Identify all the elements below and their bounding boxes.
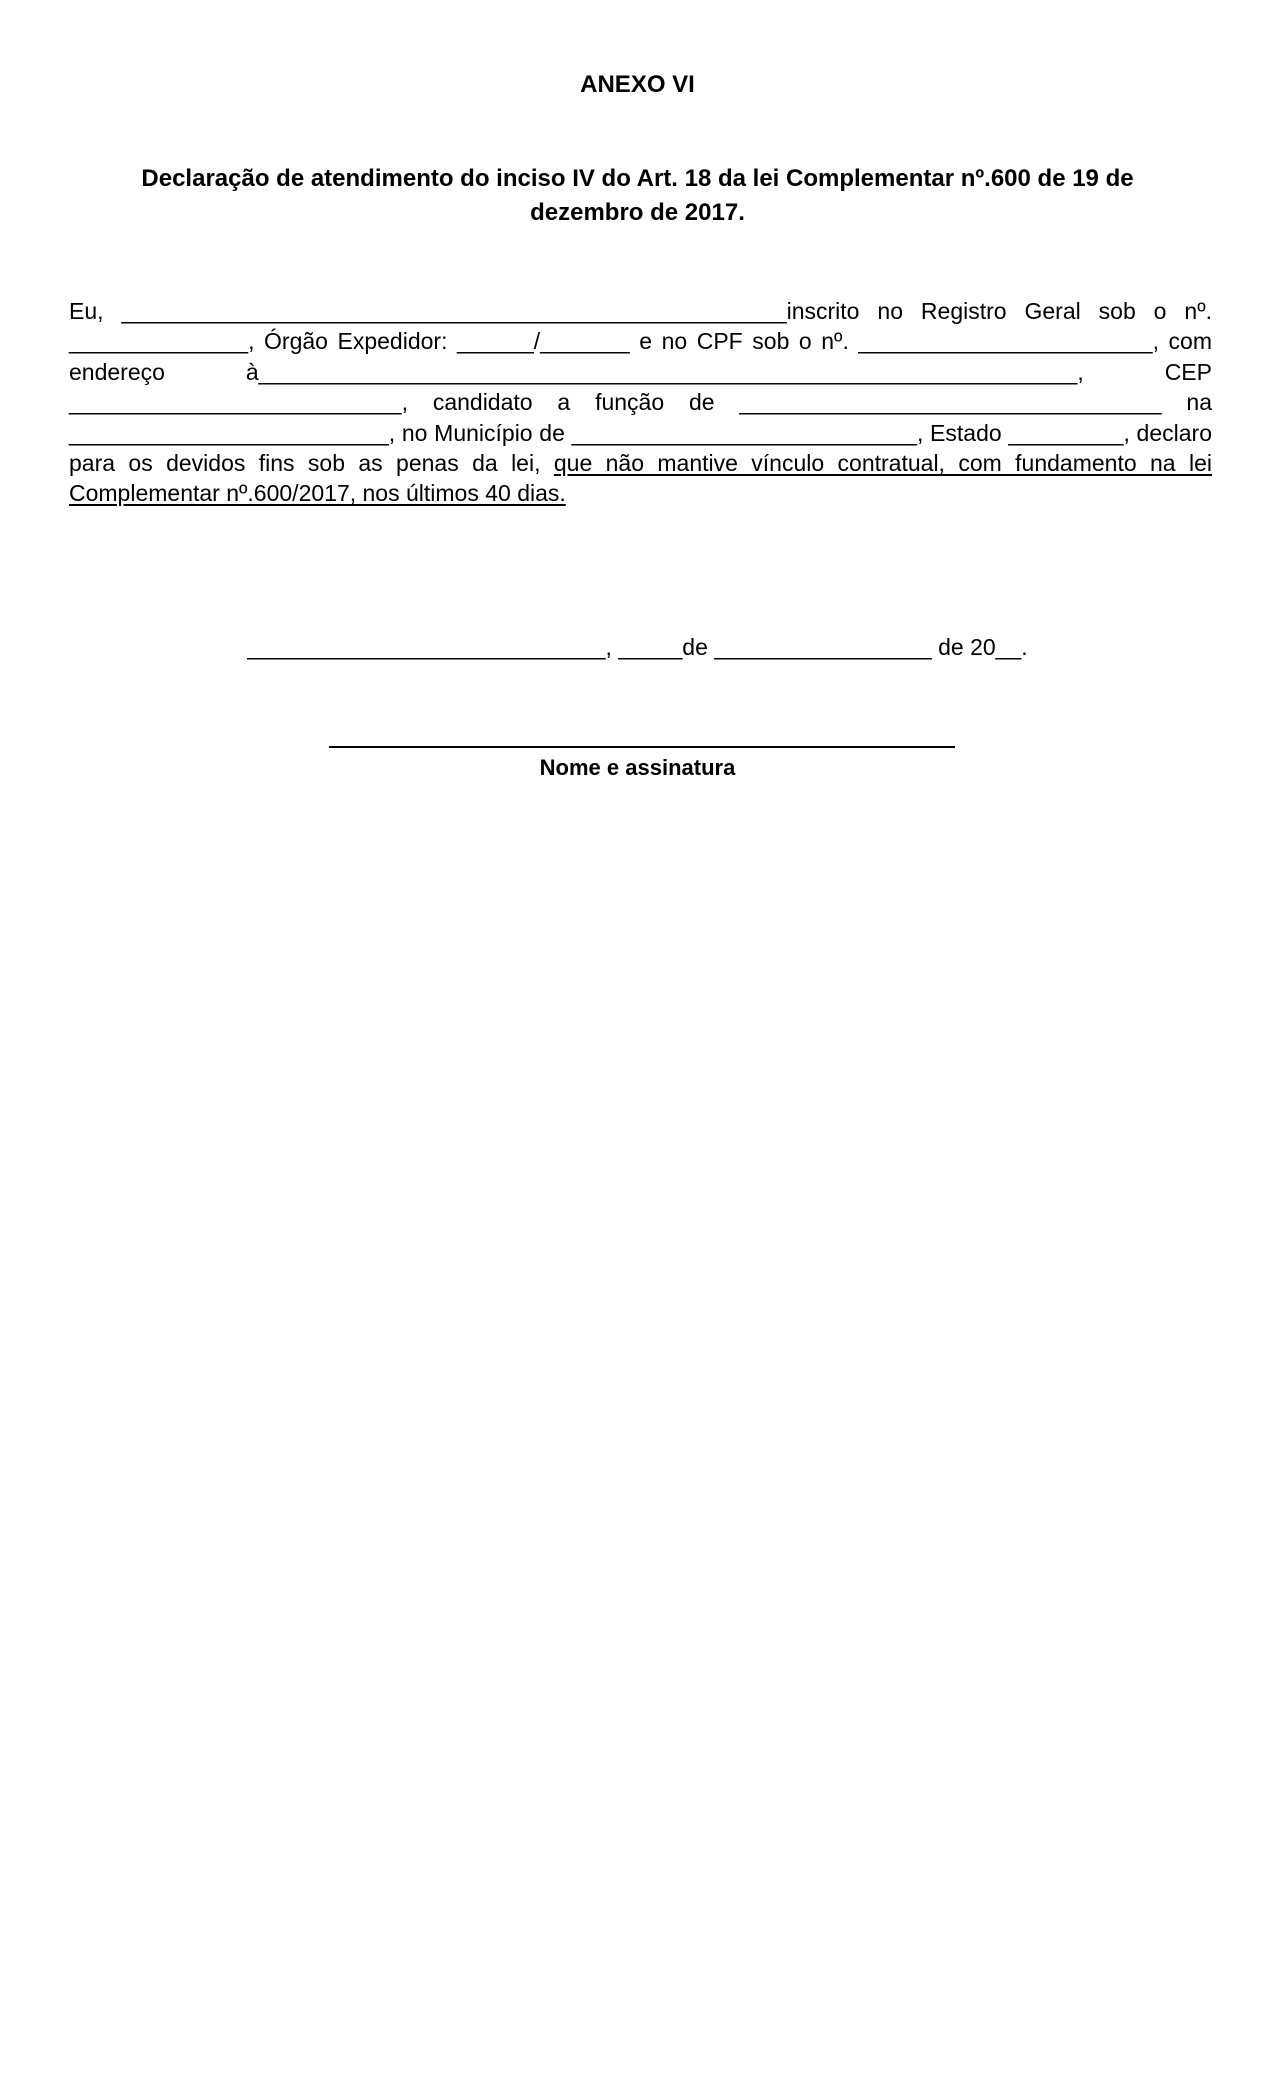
declaration-body (69, 296, 1212, 509)
signature-line (329, 746, 955, 748)
annex-title: ANEXO VI (580, 71, 695, 98)
declaration-body-text: Eu, ____________________________________________________inscrito no Registro Geral sob o nº. ______________, Órgão Expedidor: ______/_______ e no CPF sob o nº. _______________________, com endereço à________________________________________________________________, CEP __________________________, candidato a função de _________________________________ na _________________________, no Município de ___________________________, Estado _________, declaro para os devidos fins sob as penas da lei, (69, 298, 1212, 477)
declaration-title: Declaração de atendimento do inciso IV do Art. 18 da lei Complementar nº.600 de 19 de dezembro de 2017. (141, 165, 1134, 226)
declaration-underlined-statement: que não mantive vínculo contratual, com fundamento na lei Complementar nº.600/2017, nos últimos 40 dias. (69, 450, 1212, 507)
place-date-line: ____________________________, _____de _________________ de 20__. (247, 634, 1028, 660)
signature-label: Nome e assinatura (539, 755, 736, 780)
